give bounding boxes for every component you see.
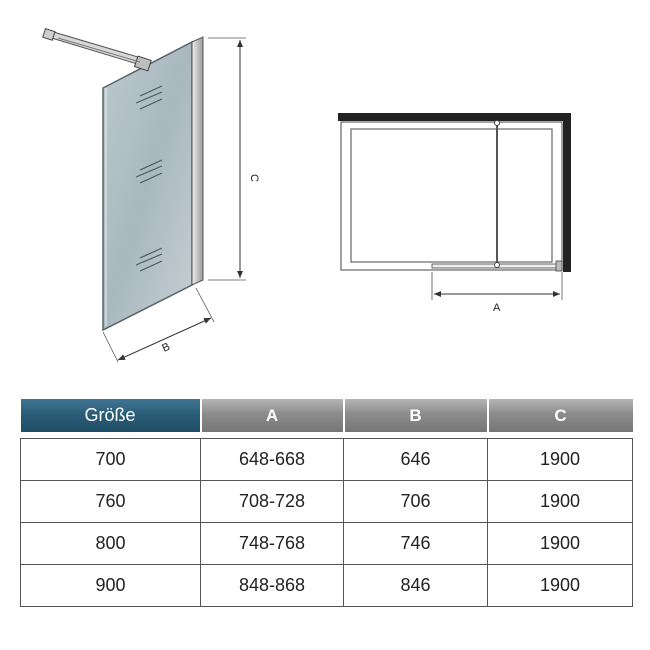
- dimension-c: [208, 38, 260, 280]
- table-header-row: [21, 399, 633, 432]
- cell-c: 1900: [488, 439, 633, 481]
- cell-a: 848-868: [201, 565, 344, 607]
- cell-size: 900: [21, 565, 201, 607]
- size-table: [20, 399, 633, 607]
- table-row: [21, 481, 633, 523]
- table-row: [21, 439, 633, 481]
- cell-b: 846: [344, 565, 488, 607]
- table-row: [21, 565, 633, 607]
- header-size: Größe: [21, 399, 201, 432]
- cell-a: 748-768: [201, 523, 344, 565]
- cell-b: 706: [344, 481, 488, 523]
- shower-tray: [341, 122, 562, 270]
- dimension-a-label: A: [493, 302, 501, 314]
- cell-a: 708-728: [201, 481, 344, 523]
- glass-panel: [103, 42, 192, 330]
- header-b: B: [344, 399, 488, 432]
- dimension-c-label: C: [248, 174, 260, 182]
- plan-view: [338, 113, 571, 314]
- header-a: A: [201, 399, 344, 432]
- cell-b: 646: [344, 439, 488, 481]
- cell-c: 1900: [488, 523, 633, 565]
- header-c: C: [488, 399, 633, 432]
- cell-c: 1900: [488, 481, 633, 523]
- dimension-a: [432, 272, 562, 314]
- wall-right: [563, 113, 571, 272]
- dimension-b-label: B: [160, 340, 172, 355]
- wall-profile: [192, 37, 203, 285]
- perspective-view: [43, 29, 260, 362]
- stabilizer-bar: [43, 29, 152, 71]
- table-row: [21, 523, 633, 565]
- cell-b: 746: [344, 523, 488, 565]
- cell-c: 1900: [488, 565, 633, 607]
- cell-size: 760: [21, 481, 201, 523]
- cell-size: 700: [21, 439, 201, 481]
- wall-top: [338, 113, 571, 121]
- cell-a: 648-668: [201, 439, 344, 481]
- cell-size: 800: [21, 523, 201, 565]
